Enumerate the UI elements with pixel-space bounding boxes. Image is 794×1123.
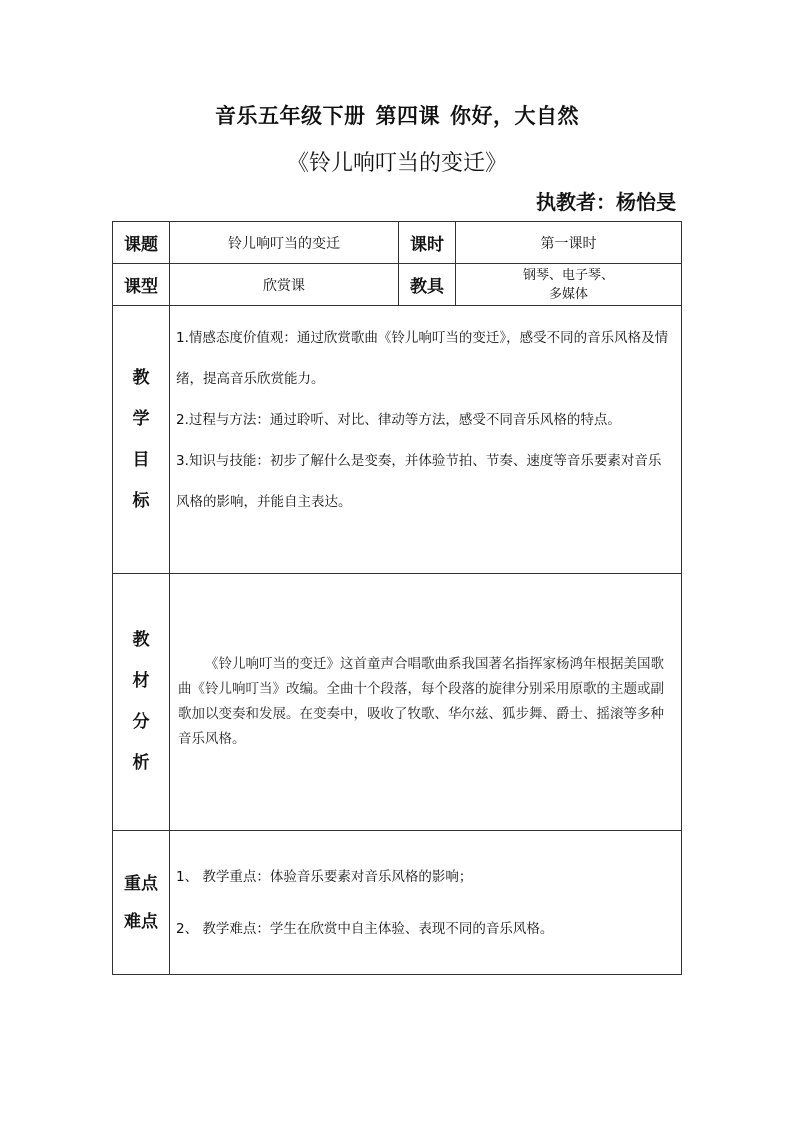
tools-value (456, 264, 682, 306)
topic-label: 课题 (113, 222, 170, 264)
type-label: 课型 (113, 264, 170, 306)
topic-value: 铃儿响叮当的变迁 (170, 222, 399, 264)
analysis-content (170, 574, 682, 831)
objectives-label-char: 目 (132, 449, 150, 470)
key-points-content (170, 831, 682, 975)
lesson-plan-table (112, 221, 682, 975)
teacher-name: 执教者：杨怡旻 (536, 190, 676, 214)
objectives-label (113, 306, 170, 574)
analysis-text: 《铃儿响叮当的变迁》这首童声合唱歌曲系我国著名指挥家杨鸿年根据美国歌曲《铃儿响叮当》改编。全曲十个段落，每个段落的旋律分别采用原歌的主题或副歌加以变奏和发展。在变奏中，吸收了牧歌、华尔兹、狐步舞、爵士、摇滚等多种音乐风格。 (178, 656, 664, 747)
table-row-topic (113, 222, 682, 264)
objective-item: 1.情感态度价值观：通过欣赏歌曲《铃儿响叮当的变迁》，感受不同的音乐风格及情绪，提高音乐欣赏能力。 (176, 330, 669, 387)
analysis-label (113, 574, 170, 831)
title-grade: 音乐五年级下册 (215, 104, 366, 128)
analysis-label-char: 析 (132, 753, 150, 773)
title-unit-name: 你好，大自然 (450, 104, 579, 128)
table-row-key-points (113, 831, 682, 975)
document-title (0, 100, 794, 130)
objective-item: 2.过程与方法：通过聆听、对比、律动等方法，感受不同音乐风格的特点。 (176, 412, 621, 428)
objectives-label-char: 学 (132, 408, 150, 429)
table-row-analysis (113, 574, 682, 831)
key-points-label (113, 831, 170, 975)
key-point-item: 2、 教学难点：学生在欣赏中自主体验、表现不同的音乐风格。 (176, 920, 554, 937)
analysis-label-char: 材 (132, 671, 150, 691)
analysis-label-char: 分 (132, 712, 150, 732)
type-value: 欣赏课 (170, 264, 399, 306)
period-label: 课时 (399, 222, 456, 264)
objectives-content (170, 306, 682, 574)
key-point-item: 1、 教学重点：体验音乐要素对音乐风格的影响； (176, 868, 473, 885)
objectives-label-char: 标 (132, 490, 150, 511)
tools-line-1: 钢琴、电子琴、 (522, 267, 614, 283)
tools-line-2: 多媒体 (548, 286, 588, 302)
objective-item: 3.知识与技能：初步了解什么是变奏，并体验节拍、节奏、速度等音乐要素对音乐风格的影响，并能自主表达。 (176, 453, 662, 510)
key-points-label-line: 难点 (124, 911, 158, 932)
table-row-type (113, 264, 682, 306)
title-lesson-number: 第四课 (375, 104, 440, 128)
table-row-objectives (113, 306, 682, 574)
tools-label: 教具 (399, 264, 456, 306)
document-subtitle: 《铃儿响叮当的变迁》 (286, 151, 507, 176)
period-value: 第一课时 (456, 222, 682, 264)
key-points-label-line: 重点 (124, 873, 158, 894)
objectives-label-char: 教 (132, 367, 150, 388)
analysis-label-char: 教 (132, 630, 150, 650)
